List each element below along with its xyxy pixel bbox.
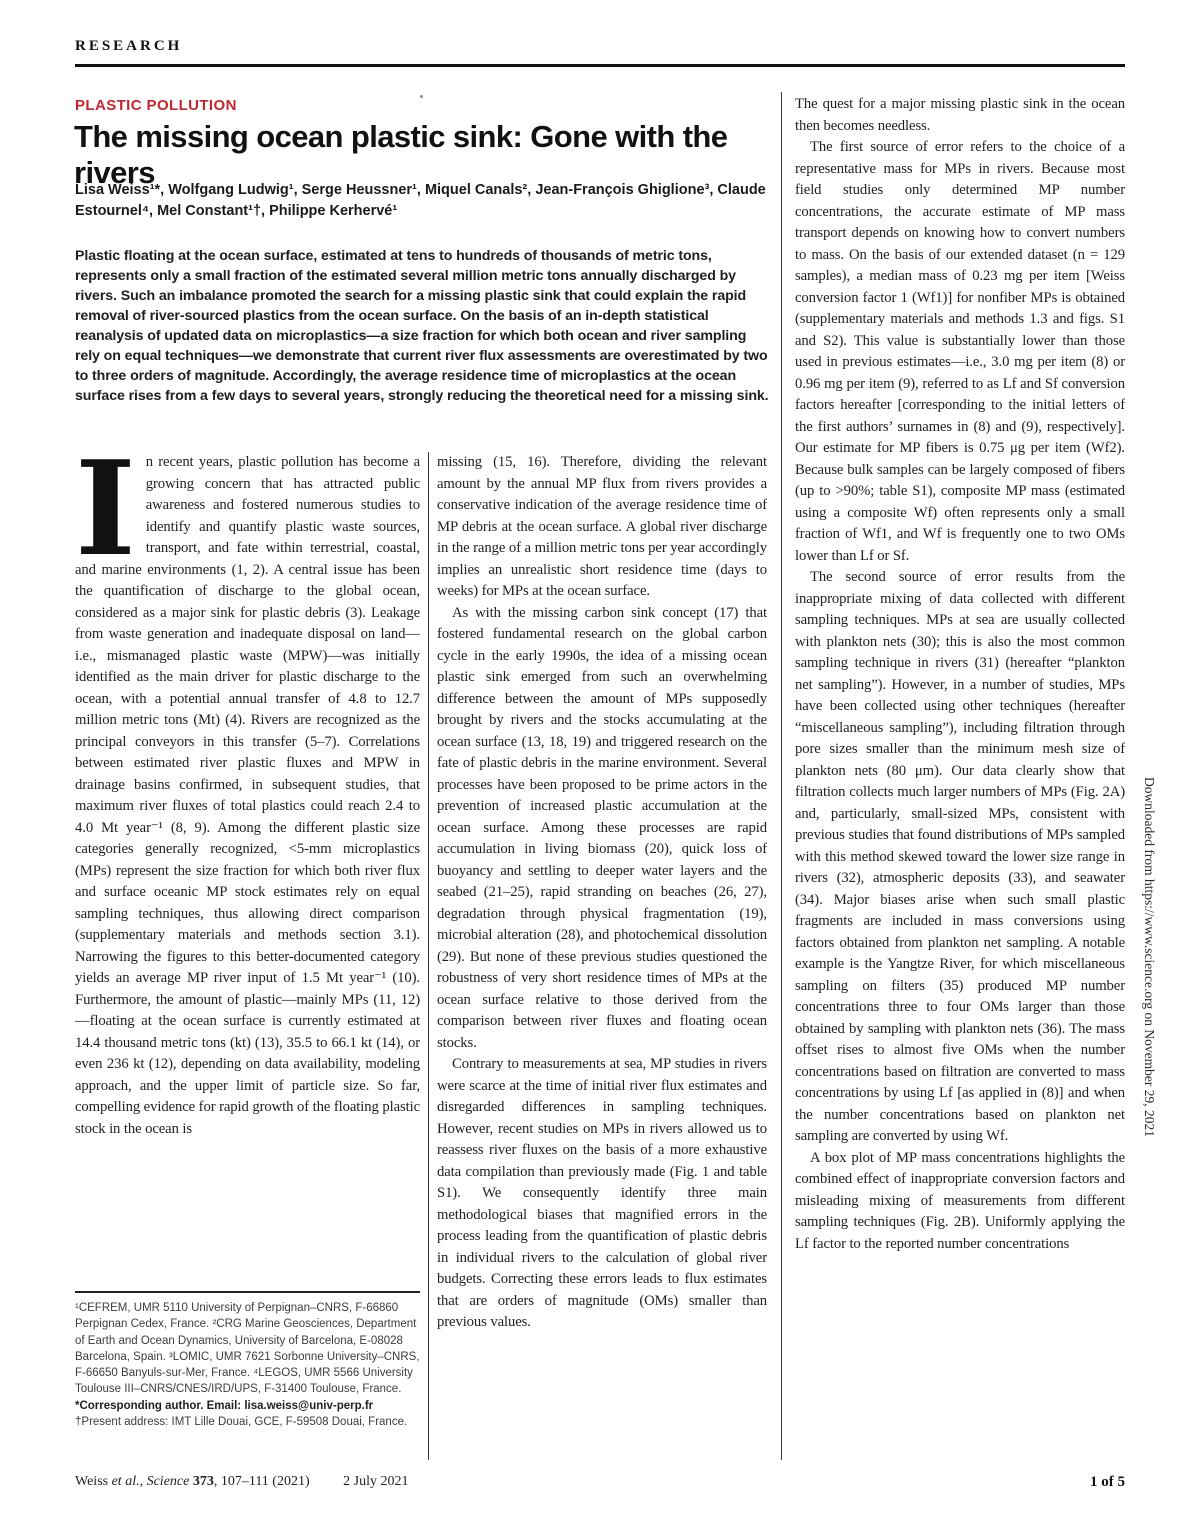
footer-pages: , 107–111 (2021) <box>213 1474 310 1489</box>
paragraph: The second source of error results from the inappropriate mixing of data collected with different sampling techniques. MPs at sea are usually collected with plankton nets (30); this is also the most common sampling technique in rivers (31) (hereafter “plankton net sampling”). However, in a number of studies, MPs have been collected using other techniques (hereafter “miscellaneous sampling”), including filtration through pore sizes smaller than the minimum mesh size of plankton nets (80 μm). Our data clearly show that filtration collects much larger numbers of MPs (Fig. 2A) and, particularly, small-sized MPs, consistent with previous studies that found distributions of MPs sampled with this method skewed toward the lower size range in rivers (32), atmospheric deposits (33), and seawater (34). Major biases arise when such small plastic fragments are included in mass conversions using factors obtained from plankton net sampling. A notable example is the Yangtze River, for which miscellaneous sampling on filters (35) produced MP number concentrations three to four OMs larger than those obtained by sampling with plankton nets (36). The mass offset rises to almost five OMs when the number concentrations based on filtration are converted to mass concentrations by using Lf [as applied in (8)] and when the number concentrations based on plankton net sampling are converted by using Wf. <box>795 569 1125 1144</box>
footer-sep: , <box>139 1474 147 1489</box>
download-watermark: Downloaded from https://www.science.org on November 29, 2021 <box>1142 777 1157 1137</box>
footer-volume: 373 <box>192 1474 214 1489</box>
body-column-1 <box>75 452 420 1290</box>
footer-etal: et al. <box>111 1474 140 1489</box>
present-address-note: †Present address: IMT Lille Douai, GCE, F-59508 Douai, France. <box>75 1416 408 1429</box>
paragraph: The quest for a major missing plastic sink in the ocean then becomes needless. <box>795 96 1125 134</box>
column-divider-1 <box>428 452 429 1460</box>
body-column-2 <box>437 452 767 1464</box>
affiliations-note: ¹CEFREM, UMR 5110 University of Perpignan–CNRS, F-66860 Perpignan Cedex, France. ²CRG Marine Geosciences, Department of Earth and Ocean Dynamics, University of Barcelona, E-08028 Barcelona, Spain. ³LOMIC, UMR 7621 Sorbonne University–CNRS, F-66650 Banyuls-sur-Mer, France. ⁴LEGOS, UMR 5566 University Toulouse III–CNRS/CNES/IRD/UPS, F-31400 Toulouse, France. <box>75 1302 420 1396</box>
paragraph: missing (15, 16). Therefore, dividing the relevant amount by the annual MP flux from rivers provides a conservative indication of the average residence time of MP debris at the ocean surface. A global river discharge in the range of a million metric tons per year accordingly implies an unrealistic short residence time (days to weeks) for MPs at the ocean surface. <box>437 454 767 599</box>
footer-citation <box>75 1474 310 1489</box>
header-rule <box>75 64 1125 67</box>
footer-author: Weiss <box>75 1474 112 1489</box>
author-list: Lisa Weiss¹*, Wolfgang Ludwig¹, Serge Heussner¹, Miquel Canals², Jean-François Ghiglione³, Claude Estournel⁴, Mel Constant¹†, Philippe Kerhervé¹ <box>75 182 766 219</box>
paragraph: The first source of error refers to the choice of a representative mass for MPs in rivers. Because most field studies only determined MP number concentrations, the accurate estimate of MP mass transport depends on knowing how to convert numbers to mass. On the basis of our extended dataset (n = 129 samples), a median mass of 0.23 mg per item [Weiss conversion factor 1 (Wf1)] for nonfiber MPs is obtained (supplementary materials and methods 1.3 and figs. S1 and S2). This value is substantially lower than those used in previous estimates—i.e., 3.0 mg per item (8) or 0.96 mg per item (9), referred to as Lf and Sf conversion factors hereafter [corresponding to the initial letters of the first authors’ surnames in (8) and (9), respectively]. Our estimate for MP fibers is 0.75 μg per item (Wf2). Because bulk samples can be largely composed of fibers (up to >90%; table S1), composite MP mass (estimated using a composite Wf) often represents only a small fraction of Wf1, and Wf is frequently one to two OMs lower than Lf or Sf. <box>795 139 1125 564</box>
page-kicker: RESEARCH <box>75 38 183 54</box>
paragraph-text: n recent years, plastic pollution has become a growing concern that has attracted public awareness and fostered numerous studies to identify and quantify plastic waste sources, transport, and fate within terrestrial, coastal, and marine environments (1, 2). A central issue has been the quantification of discharge to the global ocean, considered as a major sink for plastic debris (3). Leakage from waste generation and inadequate disposal on land—i.e., mismanaged plastic waste (MPW)—was initially identified as the main driver for plastic discharge to the ocean, with a potential annual transfer of 4.8 to 12.7 million metric tons (Mt) (4). Rivers are recognized as the principal conveyors in this transfer (5–7). Correlations between estimated river plastic fluxes and MPW in drainage basins confirmed, in subsequent studies, that maximum river fluxes of total plastics could reach 2.4 to 4.0 Mt year⁻¹ (8, 9). Among the different plastic size categories generally recognized, <5-mm microplastics (MPs) represent the size fraction for which both river flux and surface oceanic MP stock estimates rely on equal sampling techniques, thus allowing direct comparison (supplementary materials and methods section 3.1). Narrowing the figures to this better-documented category yields an average MP river input of 1.5 Mt year⁻¹ (10). Furthermore, the amount of plastic—mainly MPs (11, 12)—floating at the ocean surface is currently estimated at 14.4 thousand metric tons (kt) (13), 35.5 to 66.1 kt (14), or even 236 kt (12), depending on data availability, modeling approach, and the upper limit of particle size. So far, compelling evidence for rapid growth of the floating plastic stock in the ocean is <box>75 454 420 1137</box>
column-divider-2 <box>781 92 782 1460</box>
article-title: The missing ocean plastic sink: Gone with the rivers <box>74 119 728 190</box>
drop-cap: I <box>75 452 136 585</box>
paragraph: Contrary to measurements at sea, MP studies in rivers were scarce at the time of initial river flux estimates and disregarded differences in sampling techniques. However, recent studies on MPs in rivers allowed us to reassess river fluxes on the basis of a more exhaustive data compilation than previously made (Fig. 1 and table S1). We consequently identify three main methodological biases that magnified errors in the process leading from the quantification of plastic debris in individual rivers to the calculation of global river budgets. Correcting these errors leads to flux estimates that are orders of magnitude (OMs) smaller than previous values. <box>437 1056 767 1330</box>
paragraph <box>75 452 420 1140</box>
body-column-3 <box>795 94 1125 1462</box>
footnote-block <box>75 1291 420 1430</box>
footer-journal: Science <box>146 1474 193 1489</box>
page-footer <box>75 1474 1125 1490</box>
paragraph: A box plot of MP mass concentrations highlights the combined effect of inappropriate conversion factors and misleading mixing of measurements from different sampling techniques (Fig. 2B). Uniformly applying the Lf factor to the reported number concentrations <box>795 1149 1125 1252</box>
footer-page-number: 1 of 5 <box>1090 1474 1125 1490</box>
footer-date: 2 July 2021 <box>343 1474 409 1489</box>
paragraph: As with the missing carbon sink concept (17) that fostered fundamental research on the global carbon cycle in the early 1990s, the idea of a missing ocean plastic sink emerged from such an overwhelming difference between the amount of MPs supposedly brought by rivers and the stocks accumulating at the ocean surface (13, 18, 19) and triggered research on the fate of plastic debris in the marine environment. Several processes have been proposed to be prime actors in the prevention of increased plastic accumulation at the ocean surface. Among these processes are rapid accumulation in living biomass (20), quick loss of buoyancy and settling to deeper water layers and the seabed (21–25), rapid stranding on beaches (26, 27), degradation through physical fragmentation (19), microbial alteration (28), and photochemical dissolution (29). But none of these previous studies questioned the robustness of very short residence times of MPs at the ocean surface relative to those derived from the comparison between river fluxes and floating ocean stocks. <box>437 604 767 1051</box>
article-category: PLASTIC POLLUTION <box>75 97 237 114</box>
corresponding-author-note: *Corresponding author. Email: lisa.weiss@univ-perp.fr <box>75 1399 374 1412</box>
abstract-text: Plastic floating at the ocean surface, estimated at tens to hundreds of thousands of metric tons, represents only a small fraction of the estimated several million metric tons annually discharged by rivers. Such an imbalance promoted the search for a missing plastic sink that could explain the rapid removal of river-sourced plastics from the ocean surface. On the basis of an in-depth statistical reanalysis of updated data on microplastics—a size fraction for which both ocean and river sampling rely on equal techniques—we demonstrate that current river flux assessments are overestimated by two to three orders of magnitude. Accordingly, the average residence time of microplastics at the ocean surface rises from a few days to several years, strongly reducing the theoretical need for a missing sink. <box>75 248 769 404</box>
